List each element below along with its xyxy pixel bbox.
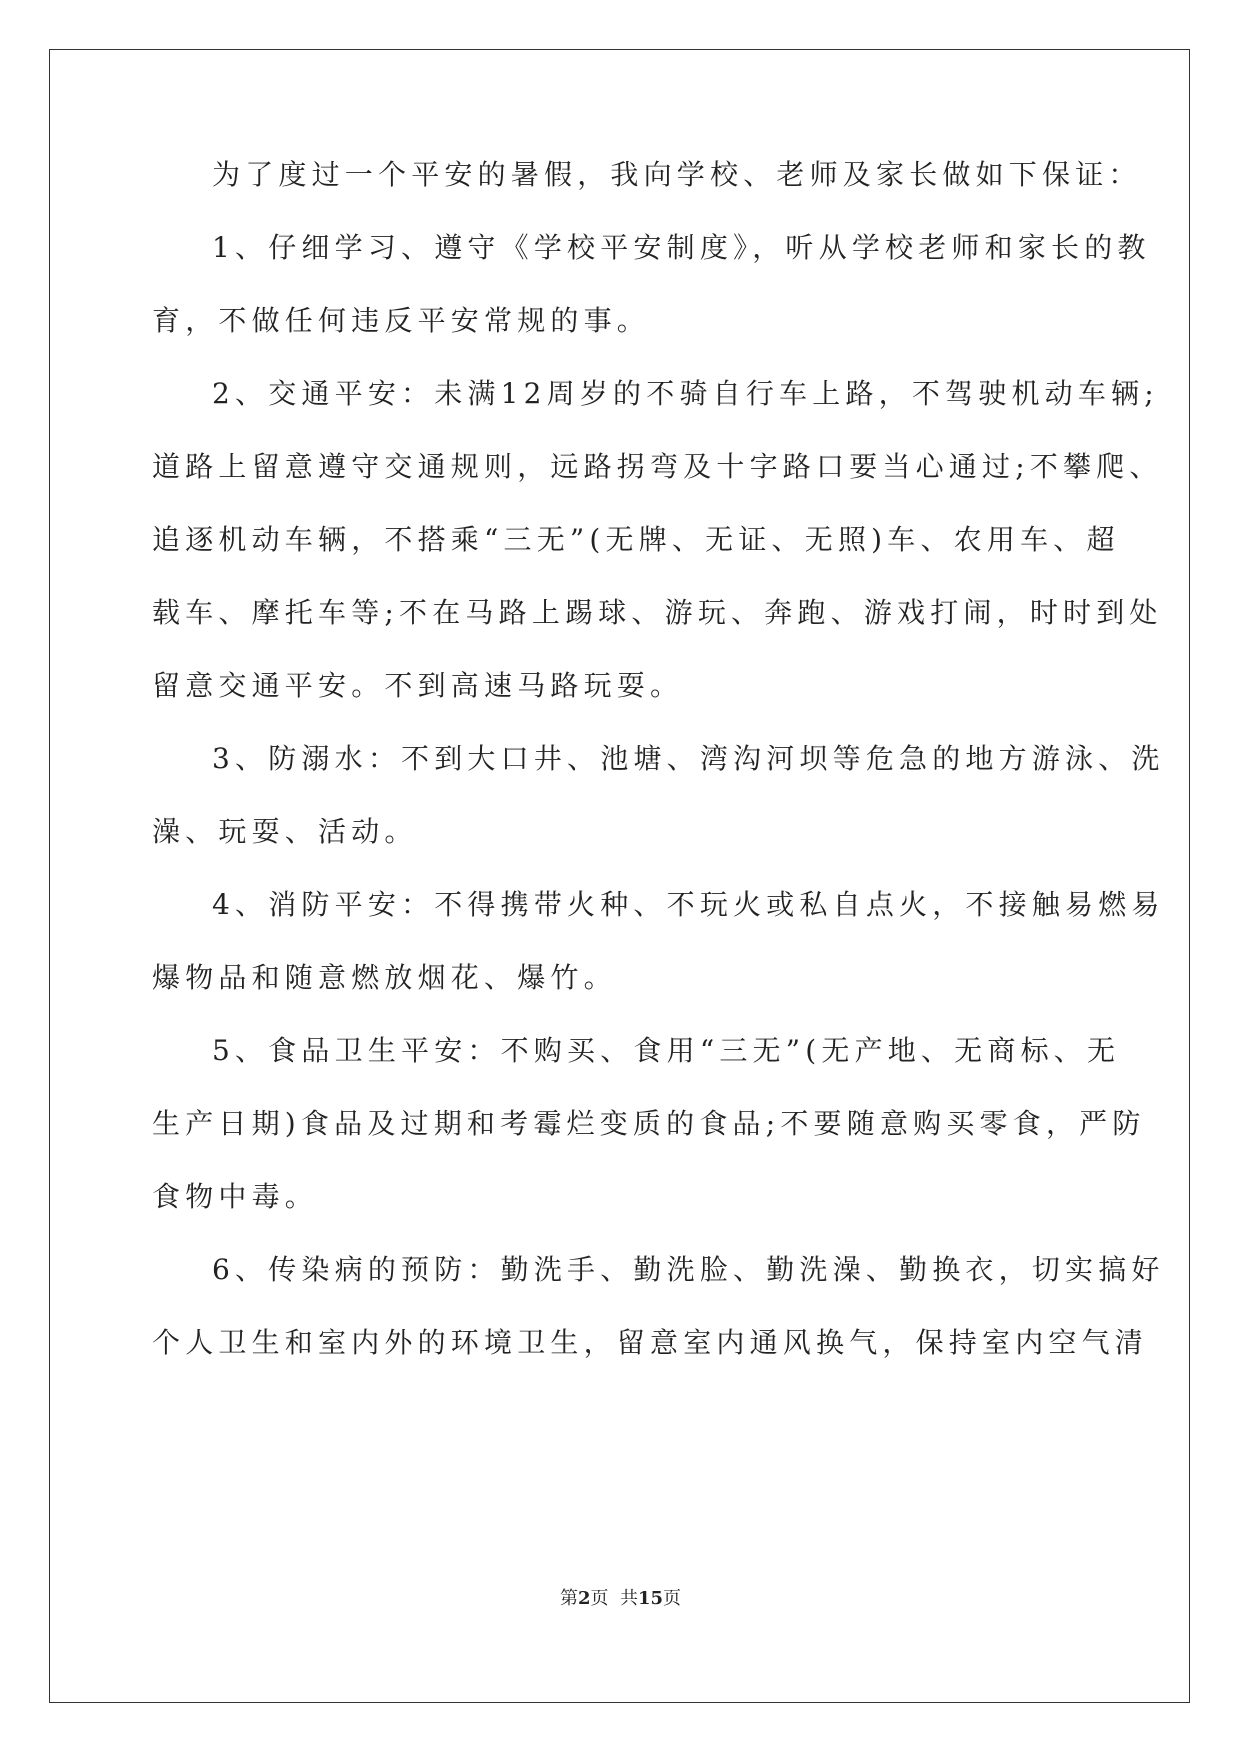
page-suffix: 页	[663, 1588, 682, 1609]
text-line: 1、仔细学习、遵守《学校平安制度》，听从学校老师和家长的教	[212, 231, 1151, 264]
text-line: 道路上留意遵守交通规则，远路拐弯及十字路口要当心通过;不攀爬、	[152, 450, 1163, 483]
page-prefix: 第	[559, 1588, 578, 1609]
text-line: 载车、摩托车等;不在马路上踢球、游玩、奔跑、游戏打闹，时时到处	[152, 596, 1163, 629]
text-line: 澡、玩耍、活动。	[152, 815, 418, 848]
page-border	[49, 49, 1190, 1703]
text-line: 爆物品和随意燃放烟花、爆竹。	[152, 961, 617, 994]
text-line: 为了度过一个平安的暑假，我向学校、老师及家长做如下保证：	[212, 158, 1142, 191]
page-mid: 页 共	[590, 1588, 638, 1609]
text-line: 追逐机动车辆，不搭乘“三无”(无牌、无证、无照)车、农用车、超	[152, 523, 1120, 556]
text-line: 育，不做任何违反平安常规的事。	[152, 304, 651, 337]
text-line: 个人卫生和室内外的环境卫生，留意室内通风换气，保持室内空气清	[152, 1326, 1149, 1359]
text-line: 生产日期)食品及过期和考霉烂变质的食品;不要随意购买零食，严防	[152, 1107, 1146, 1140]
text-line: 食物中毒。	[152, 1180, 319, 1213]
text-line: 2、交通平安：未满12周岁的不骑自行车上路，不驾驶机动车辆;	[212, 377, 1159, 410]
text-line: 6、传染病的预防：勤洗手、勤洗脸、勤洗澡、勤换衣，切实搞好	[212, 1253, 1165, 1286]
text-line: 4、消防平安：不得携带火种、不玩火或私自点火，不接触易燃易	[212, 888, 1165, 921]
page-current: 2	[577, 1588, 591, 1609]
page-total: 15	[637, 1588, 664, 1609]
page-number-footer	[0, 1587, 1241, 1611]
text-line: 3、防溺水：不到大口井、池塘、湾沟河坝等危急的地方游泳、洗	[212, 742, 1165, 775]
text-line: 留意交通平安。不到高速马路玩耍。	[152, 669, 684, 702]
text-line: 5、食品卫生平安：不购买、食用“三无”(无产地、无商标、无	[212, 1034, 1121, 1067]
